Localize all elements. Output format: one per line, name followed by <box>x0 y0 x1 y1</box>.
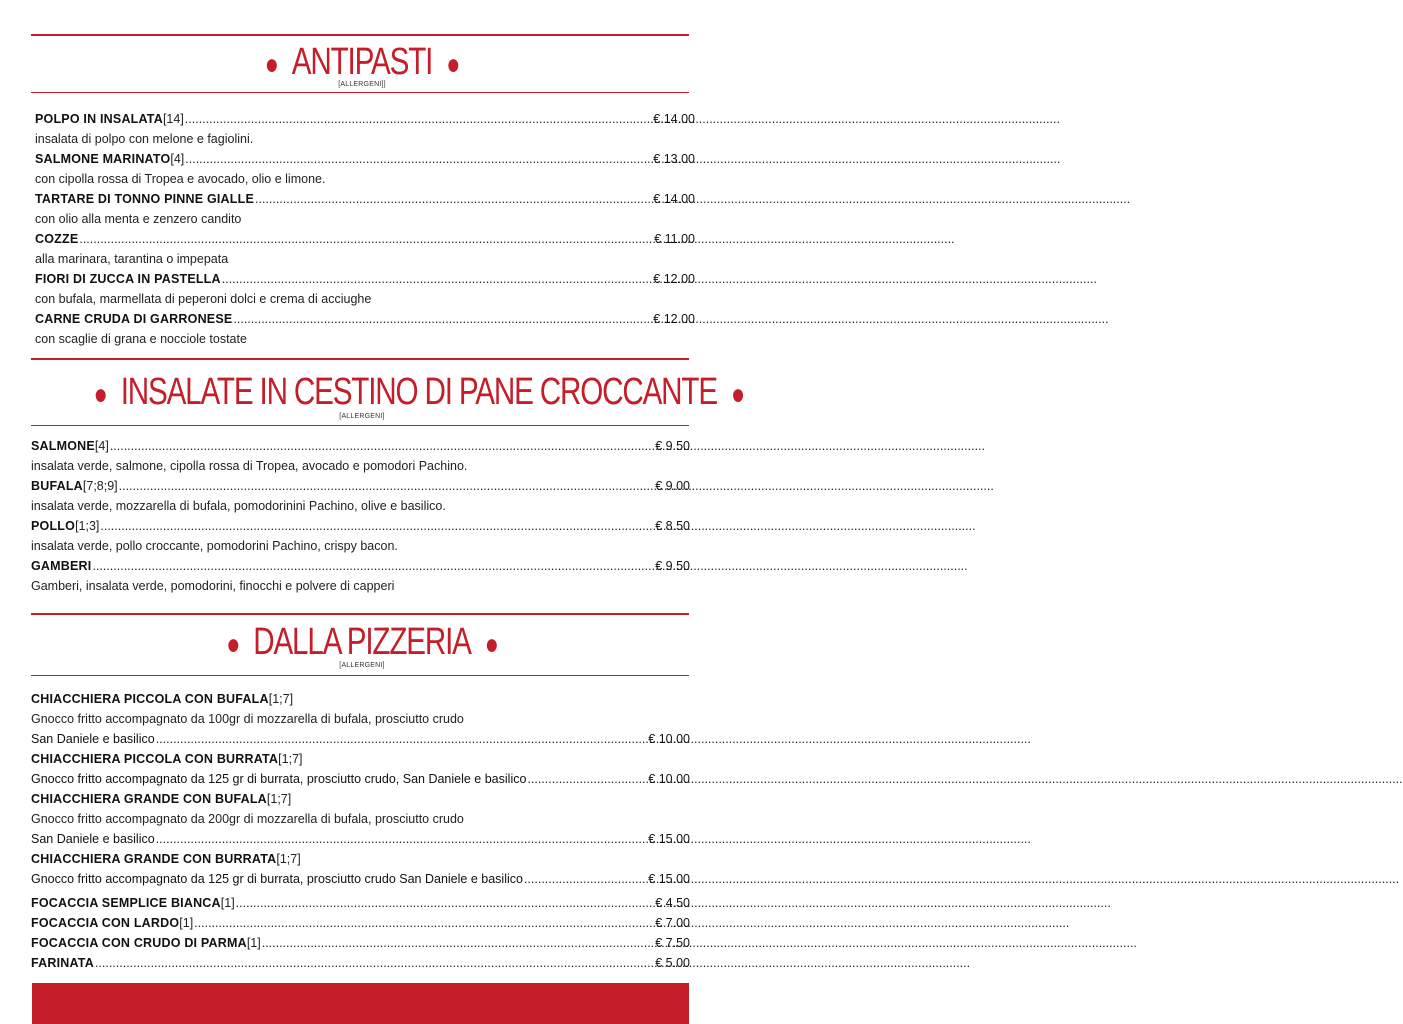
menu-item <box>31 933 690 953</box>
menu-item <box>31 556 690 576</box>
allergen-codes: [4] <box>170 152 185 166</box>
item-price-line <box>31 829 690 849</box>
item-price: € 13.00 <box>653 152 695 166</box>
menu-item <box>35 269 695 289</box>
item-description: con bufala, marmellata di peperoni dolci e crema di acciughe <box>35 292 372 306</box>
item-name: FOCACCIA SEMPLICE BIANCA <box>31 896 221 910</box>
menu-item <box>31 436 690 456</box>
dot-leader <box>119 476 655 496</box>
item-price: €.14.00 <box>653 112 695 126</box>
insalate-list <box>31 436 690 596</box>
footer-bar <box>32 983 689 1024</box>
item-description: con cipolla rossa di Tropea e avocado, olio e limone. <box>35 172 326 186</box>
item-price: € 7.50 <box>655 936 690 950</box>
allergen-codes: [14] <box>162 112 184 126</box>
item-description: San Daniele e basilico <box>31 732 155 746</box>
menu-item <box>31 689 690 709</box>
item-description: Gnocco fritto accompagnato da 125 gr di burrata, prosciutto crudo, San Daniele e basilico <box>31 772 527 786</box>
item-price-line <box>31 869 690 889</box>
dot-leader <box>100 516 654 536</box>
item-description: Gnocco fritto accompagnato da 200gr di mozzarella di bufala, prosciutto crudo <box>31 812 464 826</box>
section-divider <box>31 358 689 360</box>
item-name: SALMONE <box>31 439 95 453</box>
dot-leader <box>156 729 648 749</box>
item-name: FARINATA <box>31 956 94 970</box>
section-title-antipasti: ● ANTIPASTI ● <box>264 41 460 83</box>
item-name: CARNE CRUDA DI GARRONESE <box>35 312 233 326</box>
item-name: COZZE <box>35 232 79 246</box>
item-name: CHIACCHIERA GRANDE CON BUFALA <box>31 792 267 806</box>
section-title-insalate: ● INSALATE IN CESTINO DI PANE CROCCANTE ● <box>93 371 744 413</box>
allergen-codes: [1] <box>246 936 261 950</box>
menu-item <box>31 913 690 933</box>
item-price: € 9.50 <box>655 439 690 453</box>
item-description: insalata verde, salmone, cipolla rossa di Tropea, avocado e pomodori Pachino. <box>31 459 468 473</box>
section-divider <box>31 425 689 426</box>
dot-leader <box>233 309 652 329</box>
menu-item <box>31 749 690 769</box>
allergen-codes: [4] <box>94 439 109 453</box>
item-name: CHIACCHIERA GRANDE CON BURRATA <box>31 852 277 866</box>
bullet-icon: ● <box>264 48 278 81</box>
item-description: San Daniele e basilico <box>31 832 155 846</box>
item-name: CHIACCHIERA PICCOLA CON BURRATA <box>31 752 279 766</box>
top-divider <box>31 34 689 36</box>
dot-leader <box>524 869 647 889</box>
menu-item <box>35 309 695 329</box>
section-divider <box>31 613 689 615</box>
pizzeria-list <box>31 689 690 973</box>
item-description: insalata di polpo con melone e fagiolini. <box>35 132 254 146</box>
dot-leader <box>156 829 648 849</box>
item-name: BUFALA <box>31 479 83 493</box>
item-name: TARTARE DI TONNO PINNE GIALLE <box>35 192 254 206</box>
item-name: FOCACCIA CON CRUDO DI PARMA <box>31 936 247 950</box>
allergens-note: [ALLERGENI] <box>339 662 385 669</box>
item-price: € 15.00 <box>648 872 690 886</box>
item-description: con scaglie di grana e nocciole tostate <box>35 332 247 346</box>
menu-item <box>31 516 690 536</box>
menu-item <box>31 789 690 809</box>
bullet-icon: ● <box>730 378 744 411</box>
dot-leader <box>194 913 654 933</box>
item-description: con olio alla menta e zenzero candito <box>35 212 242 226</box>
allergens-note: [ALLERGENI]] <box>338 81 386 88</box>
item-price: € 7.00 <box>655 916 690 930</box>
item-name: FIORI DI ZUCCA IN PASTELLA <box>35 272 221 286</box>
menu-item <box>31 893 690 913</box>
allergen-codes: [7;8;9] <box>82 479 118 493</box>
menu-item <box>35 149 695 169</box>
item-description: Gnocco fritto accompagnato da 100gr di mozzarella di bufala, prosciutto crudo <box>31 712 464 726</box>
item-description: Gamberi, insalata verde, pomodorini, finocchi e polvere di capperi <box>31 579 395 593</box>
dot-leader <box>95 953 654 973</box>
antipasti-list <box>35 109 695 349</box>
item-description: Gnocco fritto accompagnato da 125 gr di burrata, prosciutto crudo San Daniele e basilico <box>31 872 523 886</box>
bullet-icon: ● <box>226 628 240 661</box>
allergen-codes: [1] <box>220 896 235 910</box>
item-price: € 14.00 <box>653 192 695 206</box>
dot-leader <box>255 189 652 209</box>
item-name: CHIACCHIERA PICCOLA CON BUFALA <box>31 692 269 706</box>
item-price-line <box>31 769 690 789</box>
menu-item <box>31 476 690 496</box>
menu-item <box>35 109 695 129</box>
dot-leader <box>527 769 647 789</box>
allergen-codes: [1;7] <box>268 692 294 706</box>
dot-leader <box>110 436 654 456</box>
dot-leader <box>262 933 655 953</box>
allergen-codes: [1;7] <box>278 752 303 766</box>
dot-leader <box>222 269 653 289</box>
item-price: € 5.00 <box>655 956 690 970</box>
bullet-icon: ● <box>93 378 107 411</box>
dot-leader <box>79 229 653 249</box>
item-description: alla marinara, tarantina o impepata <box>35 252 229 266</box>
bullet-icon: ● <box>484 628 498 661</box>
item-description: insalata verde, pollo croccante, pomodorini Pachino, crispy bacon. <box>31 539 398 553</box>
item-price-line <box>31 729 690 749</box>
item-price: € 9.00 <box>655 479 690 493</box>
item-name: GAMBERI <box>31 559 92 573</box>
bullet-icon: ● <box>446 48 460 81</box>
item-price: € 12.00 <box>653 312 695 326</box>
section-title-pizzeria: ● DALLA PIZZERIA ● <box>226 621 498 663</box>
allergen-codes: [1;7] <box>276 852 301 866</box>
item-price: € 12.00 <box>653 272 695 286</box>
allergen-codes: [1] <box>179 916 194 930</box>
item-price: € 9.50 <box>655 559 690 573</box>
menu-item <box>35 189 695 209</box>
item-name: POLPO IN INSALATA <box>35 112 163 126</box>
item-price: € 10.00 <box>648 772 690 786</box>
menu-item <box>31 849 690 869</box>
item-price: € 15.00 <box>648 832 690 846</box>
menu-item <box>35 229 695 249</box>
item-price: € 11.00 <box>654 232 695 246</box>
item-description: insalata verde, mozzarella di bufala, pomodorinini Pachino, olive e basilico. <box>31 499 446 513</box>
item-price: € 4.50 <box>655 896 690 910</box>
item-name: SALMONE MARINATO <box>35 152 171 166</box>
section-divider <box>31 92 689 93</box>
dot-leader <box>185 149 652 169</box>
allergen-codes: [1;3] <box>75 519 100 533</box>
allergens-note: [ALLERGENI] <box>339 413 385 420</box>
dot-leader <box>185 109 652 129</box>
allergen-codes: [1;7] <box>266 792 292 806</box>
dot-leader <box>236 893 655 913</box>
menu-item <box>31 953 690 973</box>
item-price: € 10.00 <box>648 732 690 746</box>
dot-leader <box>92 556 654 576</box>
section-divider <box>31 675 689 676</box>
item-price: € 8.50 <box>655 519 690 533</box>
item-name: POLLO <box>31 519 76 533</box>
item-name: FOCACCIA CON LARDO <box>31 916 180 930</box>
